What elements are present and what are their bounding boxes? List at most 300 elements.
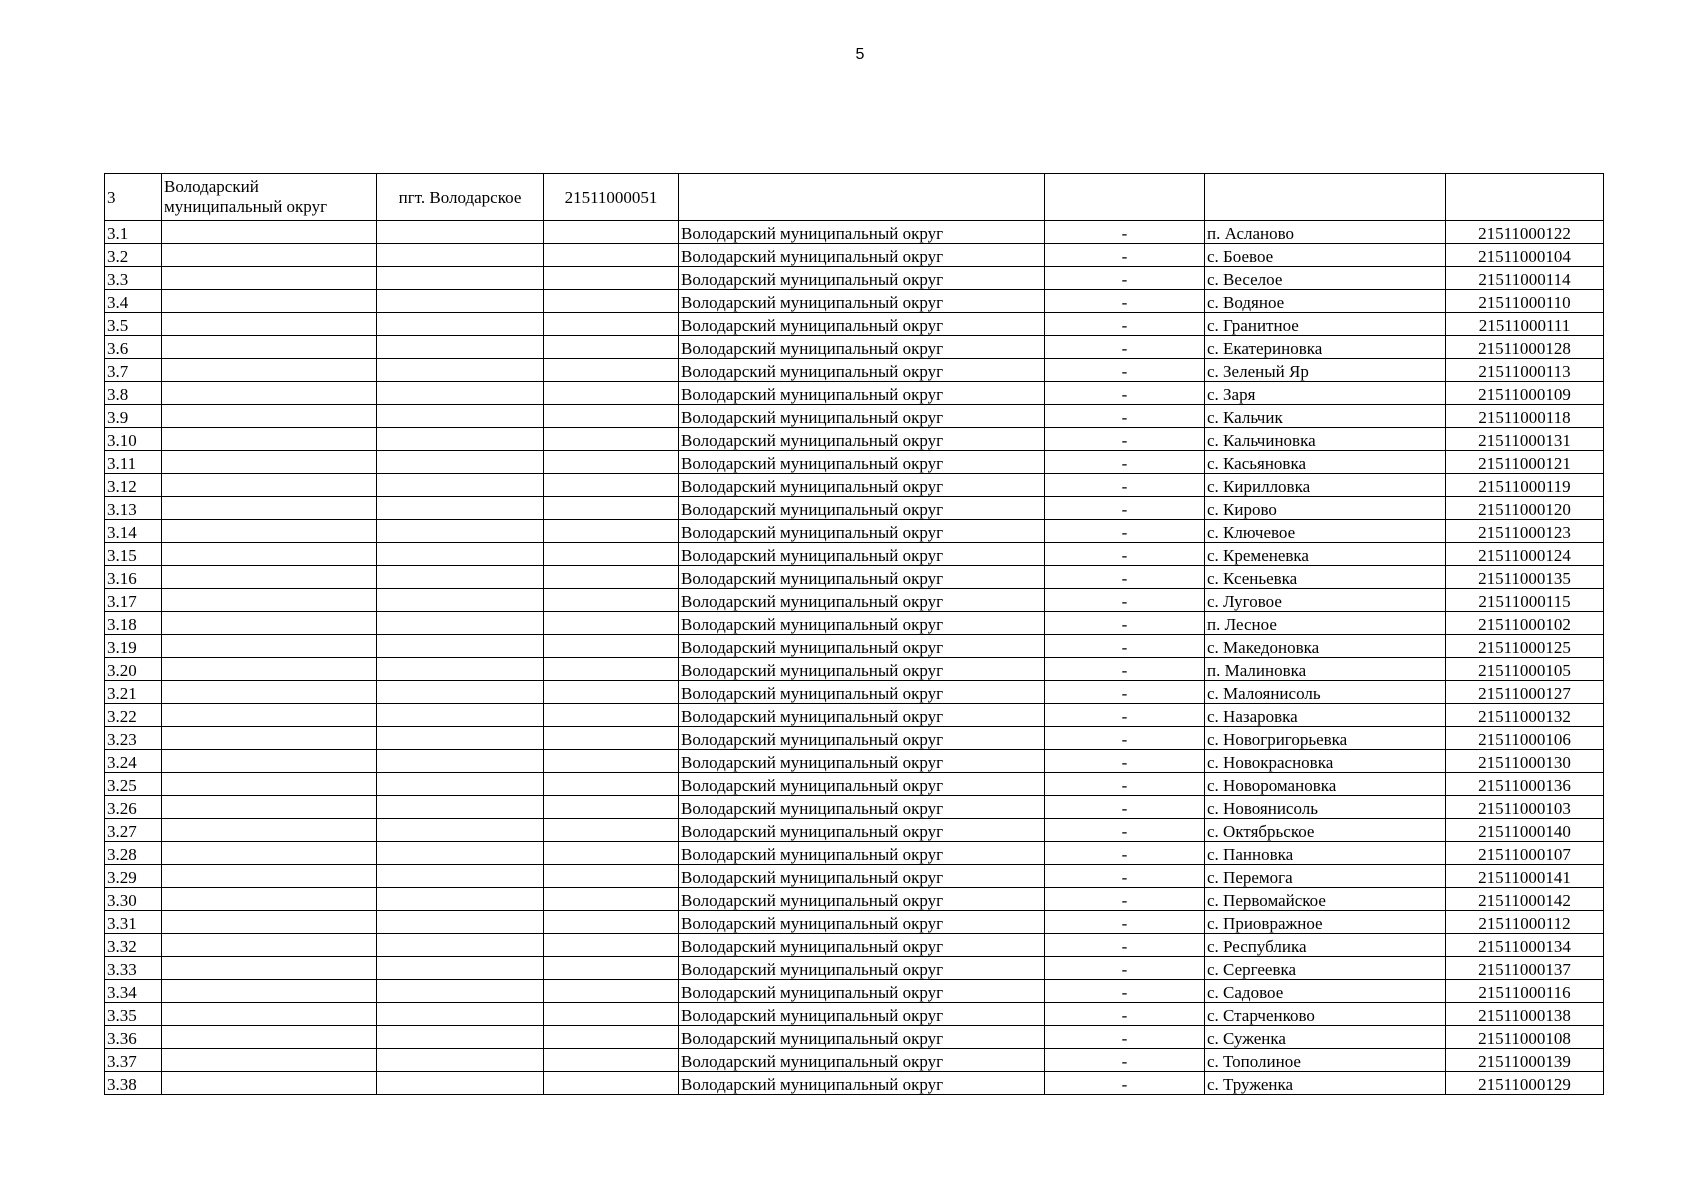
- table-row: [105, 451, 1604, 474]
- row-district: Володарский муниципальный округ: [679, 934, 1045, 957]
- empty-cell: [544, 1003, 679, 1026]
- empty-cell: [162, 704, 377, 727]
- empty-cell: [544, 635, 679, 658]
- empty-cell: [679, 174, 1045, 221]
- row-district: Володарский муниципальный округ: [679, 842, 1045, 865]
- row-locality-code: 21511000142: [1446, 888, 1604, 911]
- row-district: Володарский муниципальный округ: [679, 267, 1045, 290]
- row-number: 3.3: [105, 267, 162, 290]
- row-number: 3.25: [105, 773, 162, 796]
- row-locality: п. Лесное: [1205, 612, 1446, 635]
- row-locality: с. Новоромановка: [1205, 773, 1446, 796]
- row-locality: с. Труженка: [1205, 1072, 1446, 1095]
- row-locality: с. Кальчиновка: [1205, 428, 1446, 451]
- empty-cell: [544, 865, 679, 888]
- row-number: 3.10: [105, 428, 162, 451]
- group-code: 21511000051: [544, 174, 679, 221]
- empty-cell: [377, 382, 544, 405]
- row-number: 3.30: [105, 888, 162, 911]
- row-locality: с. Боевое: [1205, 244, 1446, 267]
- group-name: Володарский муниципальный округ: [162, 174, 377, 221]
- row-number: 3.15: [105, 543, 162, 566]
- row-locality-code: 21511000140: [1446, 819, 1604, 842]
- table-row: [105, 957, 1604, 980]
- row-number: 3.36: [105, 1026, 162, 1049]
- empty-cell: [1205, 174, 1446, 221]
- registry-table: [104, 173, 1604, 1095]
- row-dash: -: [1045, 1026, 1205, 1049]
- page-number: 5: [855, 46, 865, 63]
- empty-cell: [544, 704, 679, 727]
- registry-body: [105, 174, 1604, 1095]
- row-dash: -: [1045, 704, 1205, 727]
- row-locality: с. Новоянисоль: [1205, 796, 1446, 819]
- empty-cell: [544, 267, 679, 290]
- row-locality: с. Республика: [1205, 934, 1446, 957]
- row-number: 3.6: [105, 336, 162, 359]
- row-locality-code: 21511000137: [1446, 957, 1604, 980]
- table-row: [105, 865, 1604, 888]
- row-number: 3.9: [105, 405, 162, 428]
- row-locality-code: 21511000104: [1446, 244, 1604, 267]
- row-locality: с. Малоянисоль: [1205, 681, 1446, 704]
- empty-cell: [544, 290, 679, 313]
- empty-cell: [162, 1049, 377, 1072]
- row-district: Володарский муниципальный округ: [679, 957, 1045, 980]
- empty-cell: [162, 957, 377, 980]
- row-district: Володарский муниципальный округ: [679, 359, 1045, 382]
- row-dash: -: [1045, 290, 1205, 313]
- row-locality: с. Новогригорьевка: [1205, 727, 1446, 750]
- empty-cell: [377, 221, 544, 244]
- row-locality-code: 21511000136: [1446, 773, 1604, 796]
- row-dash: -: [1045, 589, 1205, 612]
- table-row: [105, 543, 1604, 566]
- row-locality-code: 21511000124: [1446, 543, 1604, 566]
- table-row: [105, 727, 1604, 750]
- empty-cell: [544, 796, 679, 819]
- row-dash: -: [1045, 543, 1205, 566]
- row-locality: с. Ключевое: [1205, 520, 1446, 543]
- row-number: 3.22: [105, 704, 162, 727]
- table-row: [105, 267, 1604, 290]
- row-dash: -: [1045, 428, 1205, 451]
- row-locality-code: 21511000120: [1446, 497, 1604, 520]
- row-district: Володарский муниципальный округ: [679, 520, 1045, 543]
- row-number: 3.16: [105, 566, 162, 589]
- empty-cell: [544, 842, 679, 865]
- empty-cell: [162, 382, 377, 405]
- empty-cell: [377, 497, 544, 520]
- row-dash: -: [1045, 842, 1205, 865]
- table-row: [105, 221, 1604, 244]
- row-dash: -: [1045, 244, 1205, 267]
- table-row: [105, 681, 1604, 704]
- row-number: 3.7: [105, 359, 162, 382]
- row-dash: -: [1045, 221, 1205, 244]
- empty-cell: [377, 658, 544, 681]
- empty-cell: [377, 290, 544, 313]
- row-dash: -: [1045, 451, 1205, 474]
- empty-cell: [162, 865, 377, 888]
- table-row: [105, 1003, 1604, 1026]
- row-dash: -: [1045, 727, 1205, 750]
- row-number: 3.24: [105, 750, 162, 773]
- table-row: [105, 520, 1604, 543]
- row-district: Володарский муниципальный округ: [679, 336, 1045, 359]
- empty-cell: [544, 612, 679, 635]
- empty-cell: [377, 635, 544, 658]
- empty-cell: [377, 980, 544, 1003]
- row-district: Володарский муниципальный округ: [679, 451, 1045, 474]
- empty-cell: [544, 1026, 679, 1049]
- empty-cell: [162, 244, 377, 267]
- group-admin-center: пгт. Володарское: [377, 174, 544, 221]
- empty-cell: [544, 520, 679, 543]
- row-locality: с. Заря: [1205, 382, 1446, 405]
- empty-cell: [162, 796, 377, 819]
- row-locality-code: 21511000123: [1446, 520, 1604, 543]
- row-locality: с. Кременевка: [1205, 543, 1446, 566]
- empty-cell: [377, 796, 544, 819]
- empty-cell: [377, 773, 544, 796]
- row-number: 3.18: [105, 612, 162, 635]
- empty-cell: [162, 520, 377, 543]
- table-row: [105, 819, 1604, 842]
- row-locality-code: 21511000127: [1446, 681, 1604, 704]
- table-row: [105, 382, 1604, 405]
- row-dash: -: [1045, 934, 1205, 957]
- row-dash: -: [1045, 1049, 1205, 1072]
- row-number: 3.29: [105, 865, 162, 888]
- empty-cell: [544, 428, 679, 451]
- row-district: Володарский муниципальный округ: [679, 566, 1045, 589]
- table-row: [105, 497, 1604, 520]
- row-district: Володарский муниципальный округ: [679, 727, 1045, 750]
- empty-cell: [544, 773, 679, 796]
- row-number: 3.21: [105, 681, 162, 704]
- empty-cell: [1446, 174, 1604, 221]
- empty-cell: [377, 566, 544, 589]
- row-locality-code: 21511000116: [1446, 980, 1604, 1003]
- row-locality-code: 21511000113: [1446, 359, 1604, 382]
- empty-cell: [377, 267, 544, 290]
- empty-cell: [377, 934, 544, 957]
- empty-cell: [162, 313, 377, 336]
- empty-cell: [162, 934, 377, 957]
- row-district: Володарский муниципальный округ: [679, 428, 1045, 451]
- row-dash: -: [1045, 750, 1205, 773]
- row-locality-code: 21511000138: [1446, 1003, 1604, 1026]
- row-locality-code: 21511000106: [1446, 727, 1604, 750]
- row-number: 3.35: [105, 1003, 162, 1026]
- row-locality-code: 21511000108: [1446, 1026, 1604, 1049]
- empty-cell: [1045, 174, 1205, 221]
- empty-cell: [377, 1003, 544, 1026]
- row-dash: -: [1045, 819, 1205, 842]
- empty-cell: [377, 428, 544, 451]
- empty-cell: [544, 750, 679, 773]
- empty-cell: [162, 1003, 377, 1026]
- table-row: [105, 658, 1604, 681]
- row-locality-code: 21511000107: [1446, 842, 1604, 865]
- row-locality-code: 21511000102: [1446, 612, 1604, 635]
- table-row: [105, 474, 1604, 497]
- row-number: 3.31: [105, 911, 162, 934]
- row-district: Володарский муниципальный округ: [679, 980, 1045, 1003]
- row-locality: с. Сергеевка: [1205, 957, 1446, 980]
- empty-cell: [377, 336, 544, 359]
- table-row: [105, 750, 1604, 773]
- row-locality: с. Старченково: [1205, 1003, 1446, 1026]
- empty-cell: [162, 1026, 377, 1049]
- row-locality-code: 21511000141: [1446, 865, 1604, 888]
- row-district: Володарский муниципальный округ: [679, 1072, 1045, 1095]
- empty-cell: [162, 336, 377, 359]
- row-district: Володарский муниципальный округ: [679, 382, 1045, 405]
- row-dash: -: [1045, 635, 1205, 658]
- row-locality: с. Октябрьское: [1205, 819, 1446, 842]
- row-locality: с. Суженка: [1205, 1026, 1446, 1049]
- row-district: Володарский муниципальный округ: [679, 819, 1045, 842]
- table-row: [105, 842, 1604, 865]
- row-locality-code: 21511000103: [1446, 796, 1604, 819]
- row-number: 3.23: [105, 727, 162, 750]
- row-district: Володарский муниципальный округ: [679, 589, 1045, 612]
- row-district: Володарский муниципальный округ: [679, 290, 1045, 313]
- table-row: [105, 589, 1604, 612]
- row-dash: -: [1045, 612, 1205, 635]
- row-number: 3.38: [105, 1072, 162, 1095]
- row-dash: -: [1045, 888, 1205, 911]
- empty-cell: [377, 750, 544, 773]
- group-row: [105, 174, 1604, 221]
- row-district: Володарский муниципальный округ: [679, 888, 1045, 911]
- row-number: 3.11: [105, 451, 162, 474]
- empty-cell: [377, 1072, 544, 1095]
- row-district: Володарский муниципальный округ: [679, 244, 1045, 267]
- table-row: [105, 612, 1604, 635]
- empty-cell: [377, 865, 544, 888]
- table-row: [105, 1049, 1604, 1072]
- row-locality: с. Кальчик: [1205, 405, 1446, 428]
- row-dash: -: [1045, 382, 1205, 405]
- table-row: [105, 336, 1604, 359]
- empty-cell: [544, 497, 679, 520]
- row-dash: -: [1045, 957, 1205, 980]
- empty-cell: [377, 681, 544, 704]
- empty-cell: [162, 497, 377, 520]
- empty-cell: [544, 566, 679, 589]
- row-number: 3.12: [105, 474, 162, 497]
- row-locality: п. Малиновка: [1205, 658, 1446, 681]
- table-row: [105, 405, 1604, 428]
- row-locality-code: 21511000134: [1446, 934, 1604, 957]
- row-locality: с. Приовражное: [1205, 911, 1446, 934]
- row-dash: -: [1045, 911, 1205, 934]
- row-number: 3.28: [105, 842, 162, 865]
- empty-cell: [377, 727, 544, 750]
- empty-cell: [544, 819, 679, 842]
- row-number: 3.13: [105, 497, 162, 520]
- row-locality-code: 21511000139: [1446, 1049, 1604, 1072]
- row-district: Володарский муниципальный округ: [679, 1049, 1045, 1072]
- table-row: [105, 1072, 1604, 1095]
- empty-cell: [162, 359, 377, 382]
- empty-cell: [162, 635, 377, 658]
- empty-cell: [377, 405, 544, 428]
- table-row: [105, 566, 1604, 589]
- row-locality-code: 21511000109: [1446, 382, 1604, 405]
- table-row: [105, 911, 1604, 934]
- empty-cell: [162, 589, 377, 612]
- row-district: Володарский муниципальный округ: [679, 221, 1045, 244]
- empty-cell: [544, 727, 679, 750]
- row-district: Володарский муниципальный округ: [679, 658, 1045, 681]
- empty-cell: [377, 244, 544, 267]
- row-dash: -: [1045, 405, 1205, 428]
- empty-cell: [544, 1049, 679, 1072]
- empty-cell: [377, 1026, 544, 1049]
- row-locality-code: 21511000125: [1446, 635, 1604, 658]
- empty-cell: [544, 543, 679, 566]
- empty-cell: [377, 359, 544, 382]
- empty-cell: [162, 842, 377, 865]
- row-number: 3.1: [105, 221, 162, 244]
- table-row: [105, 980, 1604, 1003]
- row-number: 3.27: [105, 819, 162, 842]
- row-dash: -: [1045, 520, 1205, 543]
- table-row: [105, 635, 1604, 658]
- row-locality: с. Новокрасновка: [1205, 750, 1446, 773]
- row-district: Володарский муниципальный округ: [679, 497, 1045, 520]
- row-locality: с. Тополиное: [1205, 1049, 1446, 1072]
- empty-cell: [544, 1072, 679, 1095]
- table-row: [105, 359, 1604, 382]
- row-locality-code: 21511000119: [1446, 474, 1604, 497]
- row-number: 3.33: [105, 957, 162, 980]
- empty-cell: [377, 704, 544, 727]
- empty-cell: [162, 727, 377, 750]
- row-number: 3.5: [105, 313, 162, 336]
- table-row: [105, 934, 1604, 957]
- row-locality: с. Водяное: [1205, 290, 1446, 313]
- empty-cell: [162, 773, 377, 796]
- row-locality: с. Назаровка: [1205, 704, 1446, 727]
- row-district: Володарский муниципальный округ: [679, 911, 1045, 934]
- row-district: Володарский муниципальный округ: [679, 796, 1045, 819]
- empty-cell: [162, 1072, 377, 1095]
- table-row: [105, 244, 1604, 267]
- empty-cell: [162, 888, 377, 911]
- empty-cell: [544, 336, 679, 359]
- empty-cell: [544, 934, 679, 957]
- row-dash: -: [1045, 980, 1205, 1003]
- row-district: Володарский муниципальный округ: [679, 313, 1045, 336]
- empty-cell: [377, 520, 544, 543]
- row-district: Володарский муниципальный округ: [679, 612, 1045, 635]
- row-locality: п. Асланово: [1205, 221, 1446, 244]
- row-locality-code: 21511000121: [1446, 451, 1604, 474]
- row-locality: с. Кирилловка: [1205, 474, 1446, 497]
- row-locality: с. Садовое: [1205, 980, 1446, 1003]
- empty-cell: [544, 313, 679, 336]
- empty-cell: [544, 589, 679, 612]
- row-locality: с. Гранитное: [1205, 313, 1446, 336]
- empty-cell: [544, 451, 679, 474]
- empty-cell: [162, 290, 377, 313]
- empty-cell: [162, 819, 377, 842]
- empty-cell: [377, 911, 544, 934]
- empty-cell: [377, 589, 544, 612]
- row-locality-code: 21511000115: [1446, 589, 1604, 612]
- table-row: [105, 428, 1604, 451]
- row-locality-code: 21511000122: [1446, 221, 1604, 244]
- row-dash: -: [1045, 566, 1205, 589]
- empty-cell: [162, 543, 377, 566]
- row-locality: с. Македоновка: [1205, 635, 1446, 658]
- table-row: [105, 773, 1604, 796]
- row-locality-code: 21511000118: [1446, 405, 1604, 428]
- empty-cell: [544, 405, 679, 428]
- empty-cell: [377, 888, 544, 911]
- row-number: 3.26: [105, 796, 162, 819]
- empty-cell: [377, 543, 544, 566]
- empty-cell: [544, 359, 679, 382]
- empty-cell: [377, 1049, 544, 1072]
- empty-cell: [162, 221, 377, 244]
- empty-cell: [377, 842, 544, 865]
- row-locality: с. Екатериновка: [1205, 336, 1446, 359]
- row-locality: с. Ксеньевка: [1205, 566, 1446, 589]
- row-district: Володарский муниципальный округ: [679, 1026, 1045, 1049]
- empty-cell: [162, 980, 377, 1003]
- row-locality-code: 21511000130: [1446, 750, 1604, 773]
- row-dash: -: [1045, 336, 1205, 359]
- empty-cell: [162, 428, 377, 451]
- row-district: Володарский муниципальный округ: [679, 1003, 1045, 1026]
- row-locality: с. Веселое: [1205, 267, 1446, 290]
- row-dash: -: [1045, 1003, 1205, 1026]
- row-dash: -: [1045, 1072, 1205, 1095]
- row-number: 3.14: [105, 520, 162, 543]
- row-number: 3.4: [105, 290, 162, 313]
- table-row: [105, 313, 1604, 336]
- empty-cell: [162, 405, 377, 428]
- row-locality: с. Кирово: [1205, 497, 1446, 520]
- row-district: Володарский муниципальный округ: [679, 681, 1045, 704]
- empty-cell: [377, 474, 544, 497]
- row-number: 3.8: [105, 382, 162, 405]
- empty-cell: [544, 474, 679, 497]
- table-row: [105, 796, 1604, 819]
- row-number: 3.20: [105, 658, 162, 681]
- row-dash: -: [1045, 658, 1205, 681]
- row-dash: -: [1045, 359, 1205, 382]
- row-number: 3.19: [105, 635, 162, 658]
- empty-cell: [162, 267, 377, 290]
- empty-cell: [377, 957, 544, 980]
- row-locality-code: 21511000112: [1446, 911, 1604, 934]
- empty-cell: [544, 911, 679, 934]
- row-locality-code: 21511000110: [1446, 290, 1604, 313]
- row-number: 3.17: [105, 589, 162, 612]
- row-locality-code: 21511000135: [1446, 566, 1604, 589]
- row-number: 3.34: [105, 980, 162, 1003]
- row-number: 3.2: [105, 244, 162, 267]
- row-locality-code: 21511000105: [1446, 658, 1604, 681]
- row-district: Володарский муниципальный округ: [679, 750, 1045, 773]
